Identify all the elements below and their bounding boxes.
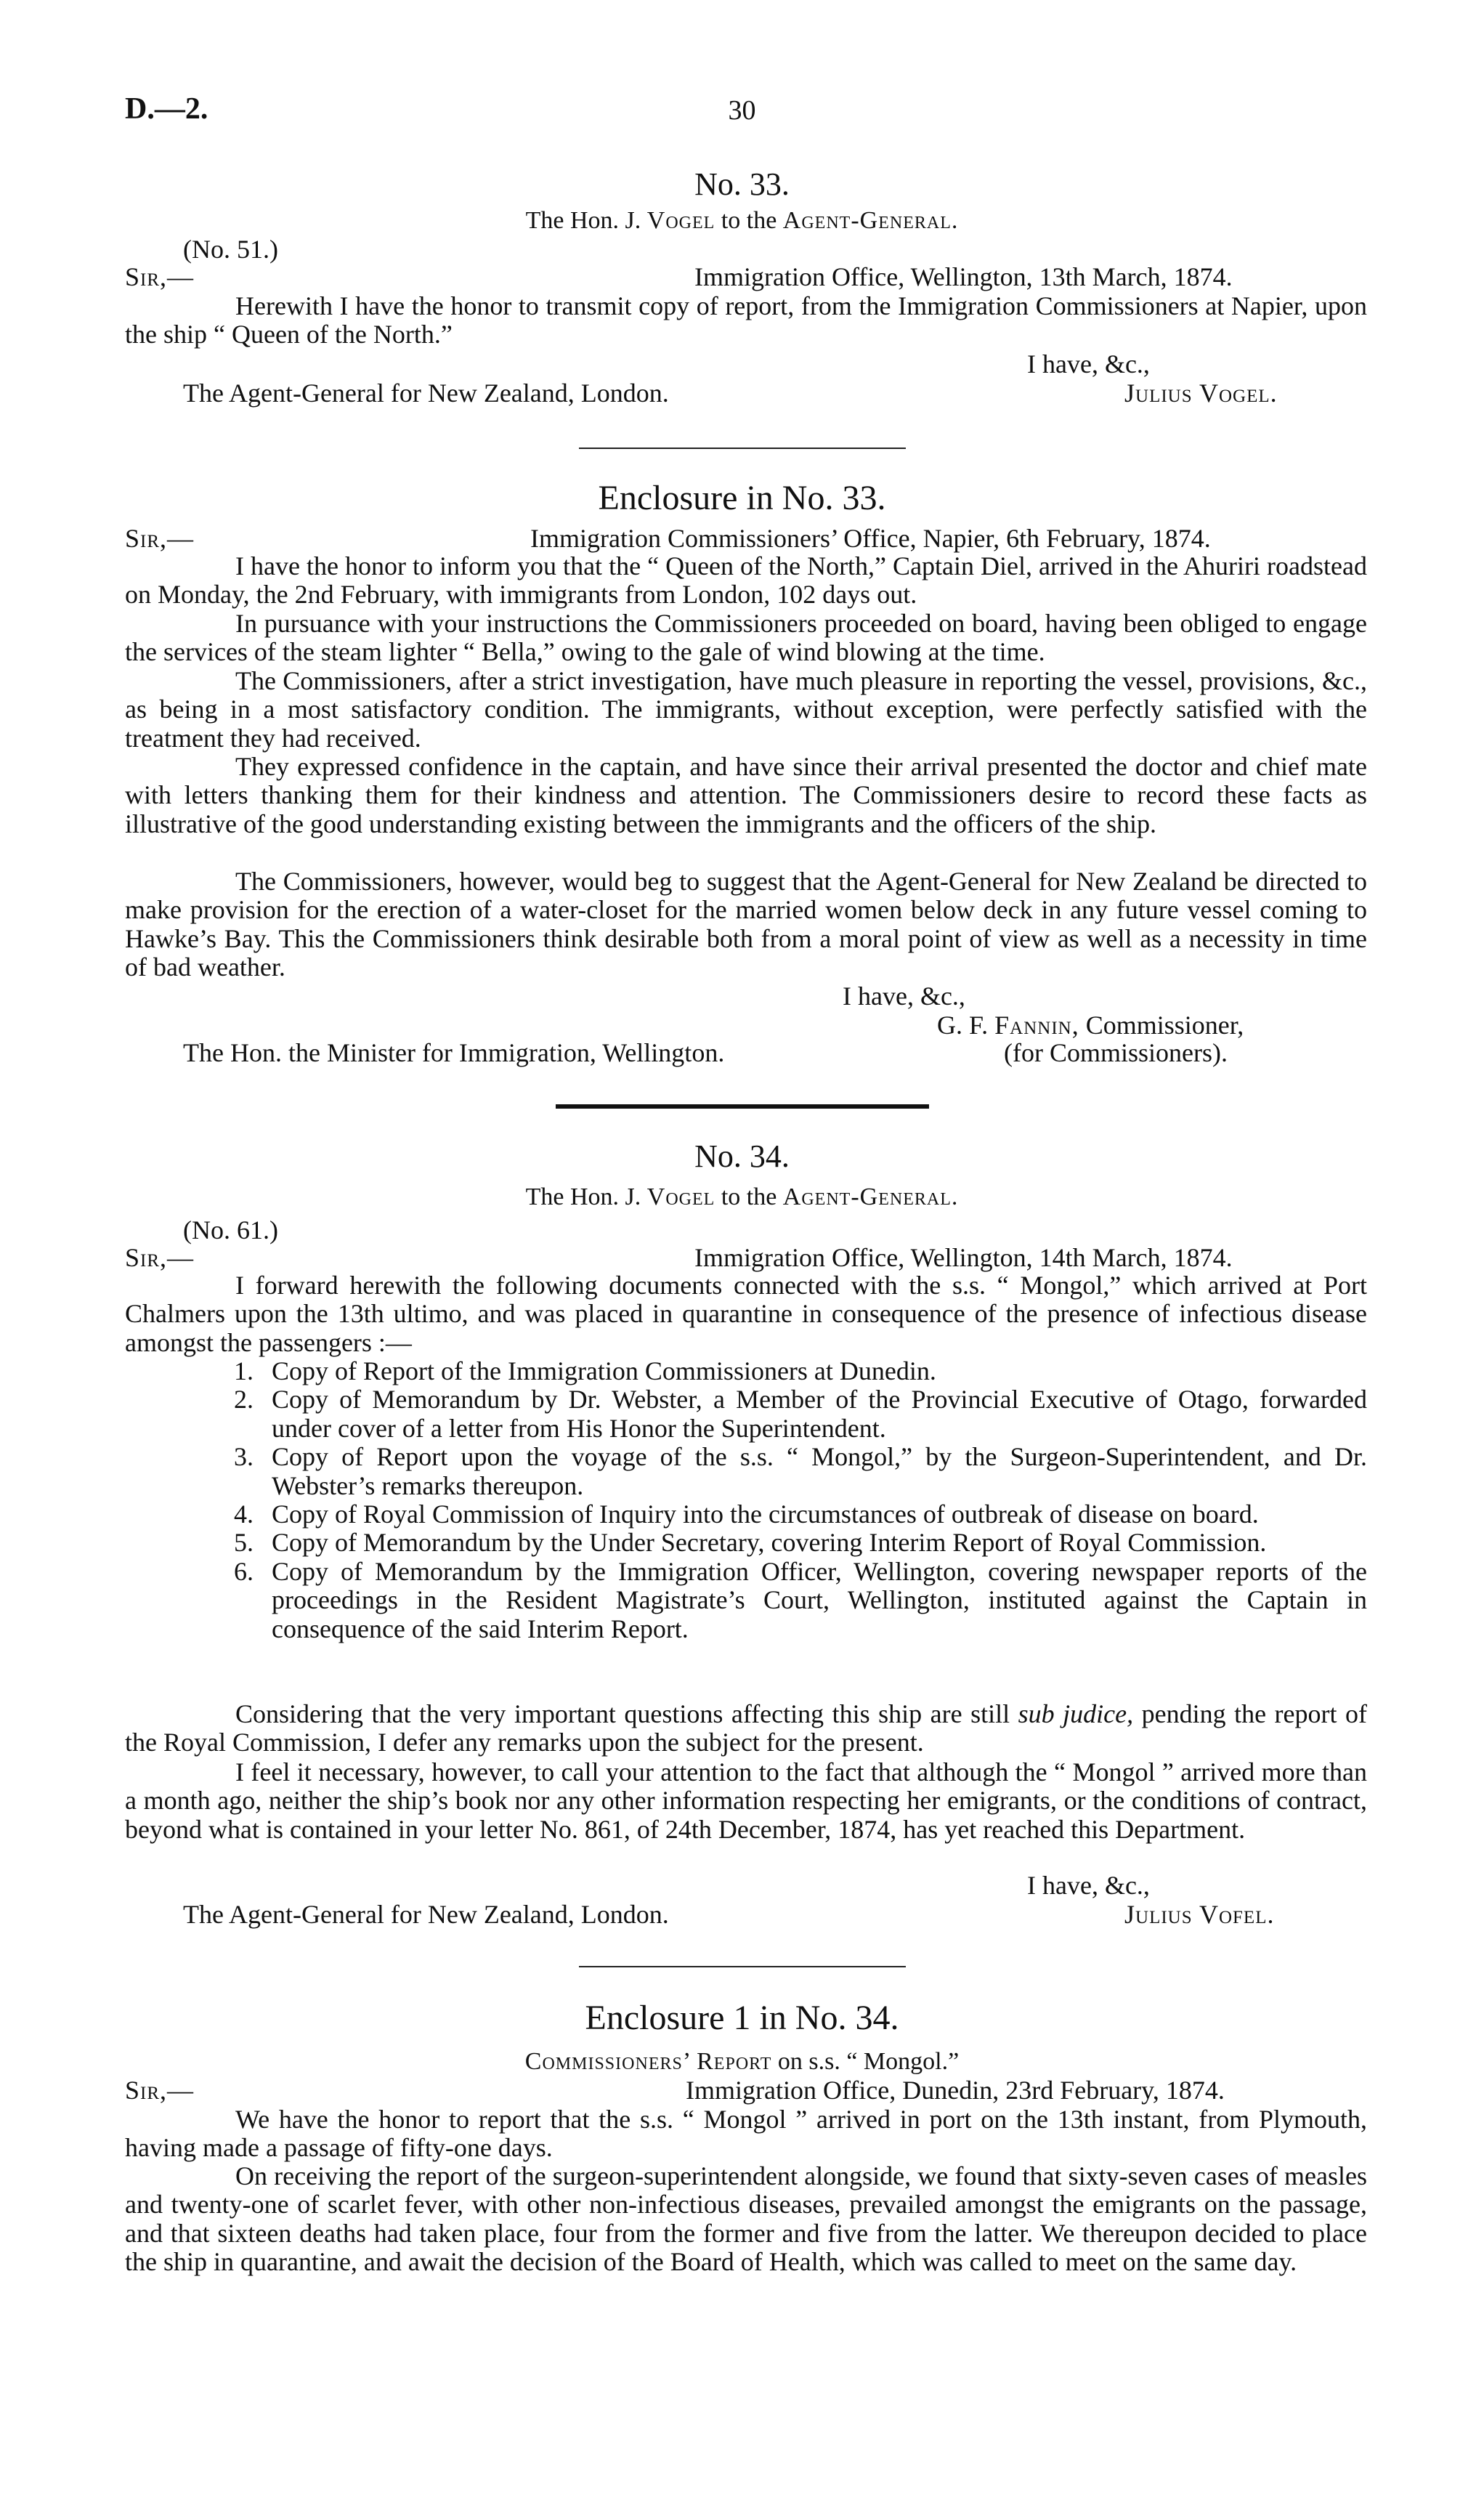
section-divider: [579, 448, 906, 449]
paragraph-enc1-34-2: On receiving the report of the surgeon-superintendent alongside, we found that sixty-seven cases of measles and twenty-one of scarlet fever, with other non-infectious diseases, prevailed amongst the emigrants on the passage, and that sixteen deaths had taken place, four from the former and five from the latter. We thereupon decided to place the ship in quarantine, and await the decision of the Board of Health, which was called to meet on the same day.: [125, 2161, 1367, 2277]
section-divider: [579, 1966, 906, 1967]
list-item: 6. Copy of Memorandum by the Immigration Officer, Wellington, covering newspaper reports of the proceedings in the Resident Magistrate’s Court, Wellington, instituted against the Captain in consequence of the said Interim Report.: [234, 1556, 1367, 1643]
signature-sub-enc33: (for Commissioners).: [1004, 1038, 1228, 1067]
paragraph-no34-3: I feel it necessary, however, to call your attention to the fact that although the “ Mongol ” arrived more than a month ago, neither the ship’s book nor any other information respecting her emigrants, or the conditions of contract, beyond what is contained in your letter No. 861, of 24th December, 1874, has yet reached this Department.: [125, 1757, 1367, 1844]
closing-no34: I have, &c.,: [1027, 1871, 1150, 1900]
salutation-no33: Sir,—: [125, 262, 195, 291]
addressee-no34: The Agent-General for New Zealand, London.: [183, 1900, 669, 1929]
letter-ref-no33: (No. 51.): [183, 235, 278, 264]
place-date-enc33: Immigration Commissioners’ Office, Napier, 6th February, 1874.: [530, 524, 1211, 553]
salutation-enc1-34: Sir,—: [125, 2076, 195, 2105]
section-title-enc1-34: Enclosure 1 in No. 34.: [585, 1999, 899, 2037]
paragraph-enc33-2: In pursuance with your instructions the Commissioners proceeded on board, having been obliged to engage the services of the steam lighter “ Bella,” owing to the gale of wind blowing at the time.: [125, 609, 1367, 667]
section-title-no34: No. 34.: [694, 1138, 790, 1174]
salutation-enc33: Sir,—: [125, 524, 195, 553]
paragraph-enc33-3: The Commissioners, after a strict investigation, have much pleasure in reporting the vessel, provisions, &c., as being in a most satisfactory condition. The immigrants, without exception, were perfectly satisfied with the treatment they had received.: [125, 666, 1367, 753]
signature-no33: Julius Vogel.: [1124, 379, 1278, 408]
body-no33: Herewith I have the honor to transmit copy of report, from the Immigration Commissioners at Napier, upon the ship “ Queen of the North.”: [125, 291, 1367, 349]
paragraph-enc1-34-1: We have the honor to report that the s.s. “ Mongol ” arrived in port on the 13th instant, from Plymouth, having made a passage of fifty-one days.: [125, 2105, 1367, 2163]
addressee-no33: The Agent-General for New Zealand, London.: [183, 379, 669, 408]
intro-no34: I forward herewith the following documents connected with the s.s. “ Mongol,” which arrived at Port Chalmers upon the 13th ultimo, and was placed in quarantine in consequence of the presence of infectious disease amongst the passengers :—: [125, 1271, 1367, 1357]
paragraph-enc33-4: They expressed confidence in the captain, and have since their arrival presented the doctor and chief mate with letters thanking them for their kindness and attention. The Commissioners desire to record these facts as illustrative of the good understanding existing between the immigrants and the officers of the ship.: [125, 752, 1367, 838]
signature-no34: Julius Vofel.: [1124, 1900, 1275, 1929]
list-item: 3. Copy of Report upon the voyage of the s.s. “ Mongol,” by the Surgeon-Superintendent, and Dr. Webster’s remarks thereupon.: [234, 1442, 1367, 1500]
letter-ref-no34: (No. 61.): [183, 1215, 278, 1245]
letter-heading-no34: The Hon. J. Vogel to the Agent-General.: [525, 1183, 959, 1210]
document-reference: D.—2.: [125, 92, 208, 126]
list-item: 1. Copy of Report of the Immigration Commissioners at Dunedin.: [234, 1356, 936, 1385]
page-number: 30: [728, 95, 756, 126]
salutation-no34: Sir,—: [125, 1243, 195, 1272]
section-title-enc33: Enclosure in No. 33.: [598, 479, 886, 517]
paragraph-enc33-5: The Commissioners, however, would beg to suggest that the Agent-General for New Zealand be directed to make provision for the erection of a water-closet for the married women below deck in any future vessel coming to Hawke’s Bay. This the Commissioners think desirable both from a moral point of view as well as a necessity in time of bad weather.: [125, 867, 1367, 982]
section-divider-thick: [556, 1104, 929, 1109]
list-item: 5. Copy of Memorandum by the Under Secretary, covering Interim Report of Royal Commission.: [234, 1528, 1267, 1558]
closing-no33: I have, &c.,: [1027, 349, 1150, 379]
paragraph-enc33-1: I have the honor to inform you that the “ Queen of the North,” Captain Diel, arrived in the Ahuriri roadstead on Monday, the 2nd February, with immigrants from London, 102 days out.: [125, 551, 1367, 610]
closing-enc33: I have, &c.,: [843, 982, 965, 1011]
document-list: [234, 1357, 1367, 1643]
letter-heading-no33: The Hon. J. Vogel to the Agent-General.: [525, 207, 959, 234]
place-date-no34: Immigration Office, Wellington, 14th March, 1874.: [694, 1243, 1233, 1272]
list-item: 4. Copy of Royal Commission of Inquiry into the circumstances of outbreak of disease on board.: [234, 1500, 1259, 1529]
subtitle-enc1-34: Commissioners’ Report on s.s. “ Mongol.”: [524, 2048, 960, 2075]
section-title-no33: No. 33.: [694, 166, 790, 202]
signature-enc33: G. F. Fannin, Commissioner,: [937, 1011, 1244, 1040]
list-item: 2. Copy of Memorandum by Dr. Webster, a Member of the Provincial Executive of Otago, forwarded under cover of a letter from His Honor the Superintendent.: [234, 1385, 1367, 1443]
paragraph-no34-2: Considering that the very important questions affecting this ship are still sub judice, pending the report of the Royal Commission, I defer any remarks upon the subject for the present.: [125, 1699, 1367, 1757]
place-date-enc1-34: Immigration Office, Dunedin, 23rd February, 1874.: [686, 2076, 1225, 2105]
place-date-no33: Immigration Office, Wellington, 13th March, 1874.: [694, 262, 1233, 291]
addressee-enc33: The Hon. the Minister for Immigration, Wellington.: [183, 1038, 725, 1067]
